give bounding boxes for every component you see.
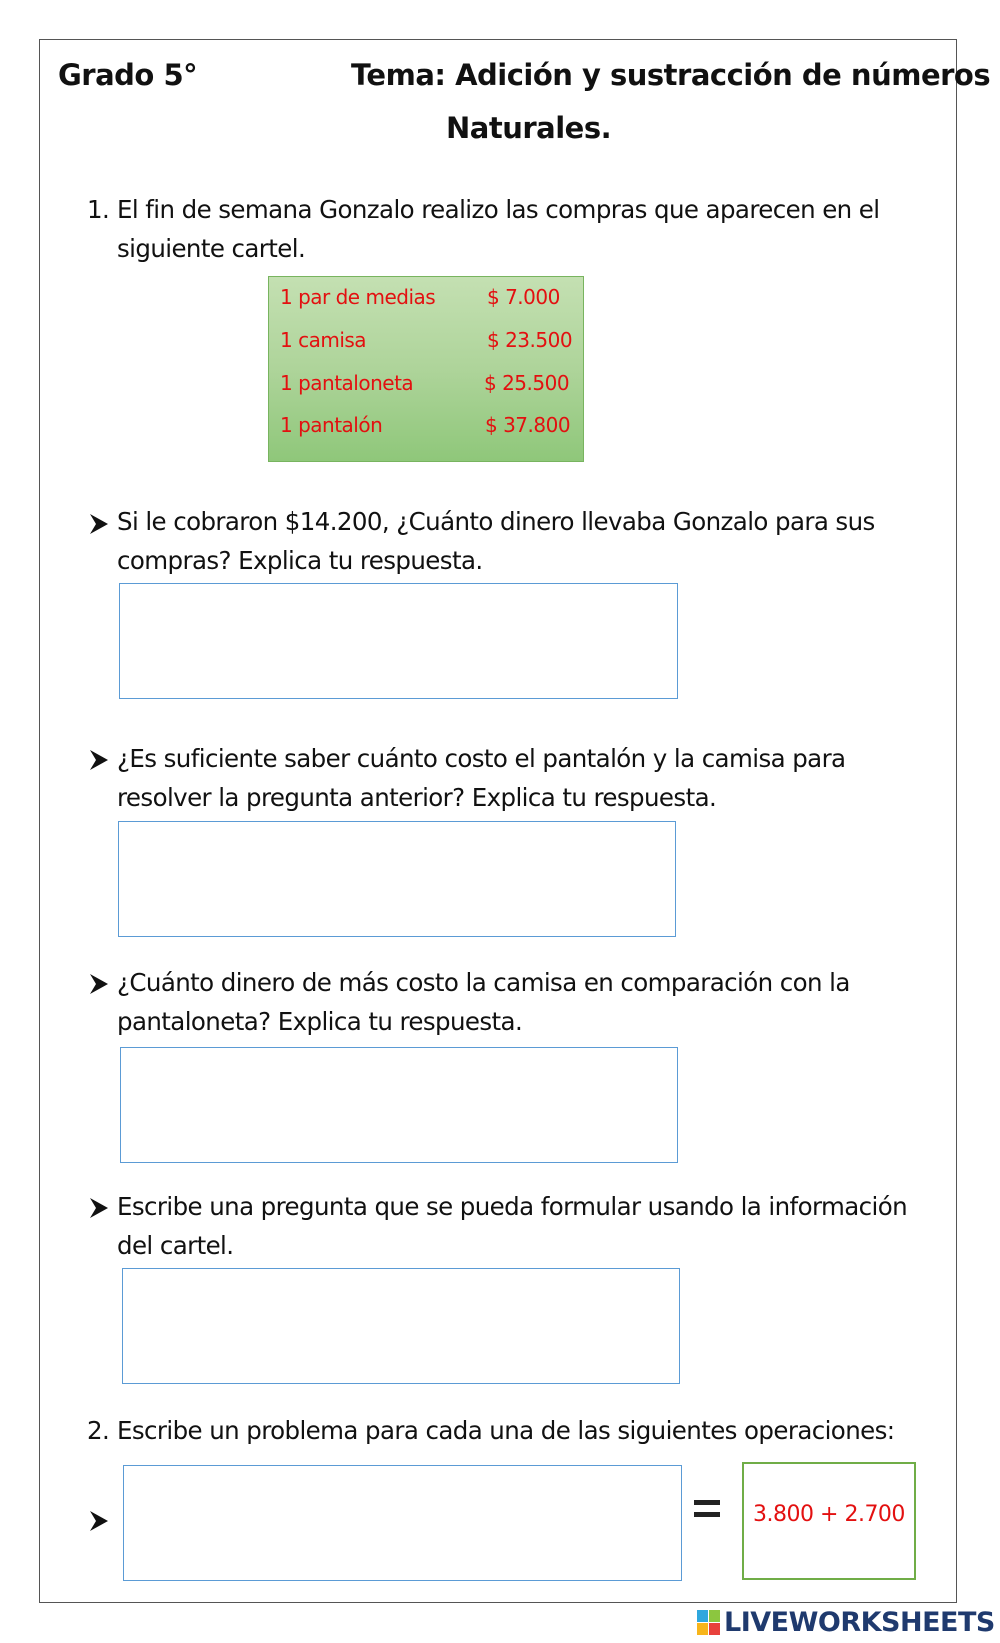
question2-text: Escribe un problema para cada una de las siguientes operaciones: <box>117 1416 895 1445</box>
arrow-bullet-icon <box>88 512 110 536</box>
liveworksheets-logo <box>697 1605 995 1639</box>
price-sign <box>268 276 584 462</box>
question1-number: 1. <box>87 195 110 224</box>
subquestion-4-line2: del cartel. <box>117 1231 234 1260</box>
arrow-bullet-icon <box>88 972 110 996</box>
cartel-item-price: $ 7.000 <box>487 285 560 309</box>
answer-box-1[interactable] <box>119 583 678 699</box>
answer-box-4[interactable] <box>122 1268 680 1384</box>
grade-label: Grado 5° <box>58 58 198 92</box>
topic-title-line2: Naturales. <box>446 111 612 145</box>
logo-text: LIVEWORKSHEETS <box>724 1606 995 1638</box>
subquestion-3-line2: pantaloneta? Explica tu respuesta. <box>117 1007 523 1036</box>
cartel-item-name: 1 camisa <box>280 328 367 352</box>
cartel-item-price: $ 37.800 <box>485 413 571 437</box>
subquestion-1-line2: compras? Explica tu respuesta. <box>117 546 483 575</box>
cartel-item-price: $ 23.500 <box>487 328 573 352</box>
subquestion-2-line1: ¿Es suficiente saber cuánto costo el pantalón y la camisa para <box>117 744 846 773</box>
cartel-item-name: 1 par de medias <box>280 285 436 309</box>
problem-answer-box[interactable] <box>123 1465 682 1581</box>
cartel-item-price: $ 25.500 <box>484 371 570 395</box>
subquestion-3-line1: ¿Cuánto dinero de más costo la camisa en comparación con la <box>117 968 850 997</box>
arrow-bullet-icon <box>88 748 110 772</box>
question1-line2: siguiente cartel. <box>117 234 306 263</box>
operation-text: 3.800 + 2.700 <box>753 1502 905 1527</box>
topic-title-line1: Tema: Adición y sustracción de números <box>351 58 991 92</box>
subquestion-2-line2: resolver la pregunta anterior? Explica tu respuesta. <box>117 783 717 812</box>
liveworksheets-logo-icon <box>697 1609 721 1635</box>
question1-line1: El fin de semana Gonzalo realizo las compras que aparecen en el <box>117 195 880 224</box>
cartel-item-name: 1 pantaloneta <box>280 371 414 395</box>
question2-number: 2. <box>87 1416 110 1445</box>
subquestion-1-line1: Si le cobraron $14.200, ¿Cuánto dinero llevaba Gonzalo para sus <box>117 507 875 536</box>
cartel-item-name: 1 pantalón <box>280 413 383 437</box>
answer-box-2[interactable] <box>118 821 676 937</box>
arrow-bullet-icon <box>88 1196 110 1220</box>
operation-box <box>742 1462 916 1580</box>
arrow-bullet-icon <box>88 1509 110 1533</box>
equals-sign-icon <box>694 1498 720 1520</box>
answer-box-3[interactable] <box>120 1047 678 1163</box>
subquestion-4-line1: Escribe una pregunta que se pueda formular usando la información <box>117 1192 908 1221</box>
